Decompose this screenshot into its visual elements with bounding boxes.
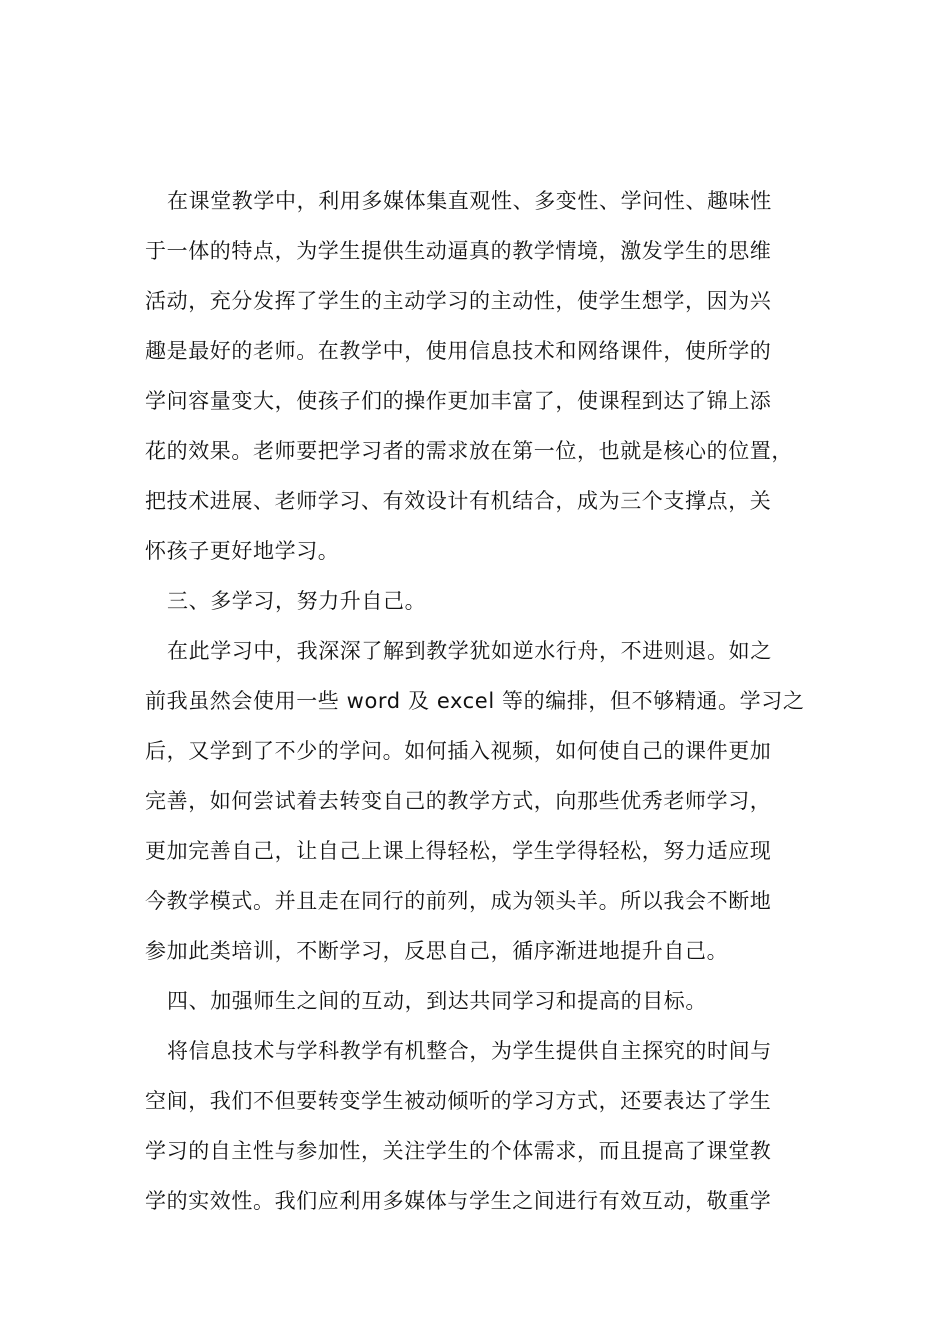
text-line: 在此学习中，我深深了解到教学犹如逆水行舟，不进则退。如之 bbox=[167, 639, 772, 663]
text-line: 花的效果。老师要把学习者的需求放在第一位，也就是核心的位置， bbox=[145, 439, 793, 463]
section-heading: 三、多学习，努力升自己。 bbox=[167, 589, 427, 613]
section-heading: 四、加强师生之间的互动，到达共同学习和提高的目标。 bbox=[167, 989, 707, 1013]
text-line: 在课堂教学中，利用多媒体集直观性、多变性、学问性、趣味性 bbox=[167, 189, 772, 213]
text-line: 怀孩子更好地学习。 bbox=[145, 539, 340, 563]
text-line: 参加此类培训，不断学习，反思自己，循序渐进地提升自己。 bbox=[145, 939, 729, 963]
text-line: 于一体的特点，为学生提供生动逼真的教学情境，激发学生的思维 bbox=[145, 239, 772, 263]
text-line: 将信息技术与学科教学有机整合，为学生提供自主探究的时间与 bbox=[167, 1039, 772, 1063]
text-line: 前我虽然会使用一些 word 及 excel 等的编排，但不够精通。学习之 bbox=[145, 689, 805, 713]
text-line: 趣是最好的老师。在教学中，使用信息技术和网络课件，使所学的 bbox=[145, 339, 772, 363]
text-line: 学的实效性。我们应利用多媒体与学生之间进行有效互动，敬重学 bbox=[145, 1189, 772, 1213]
text-line: 空间，我们不但要转变学生被动倾听的学习方式，还要表达了学生 bbox=[145, 1089, 772, 1113]
text-line: 学问容量变大，使孩子们的操作更加丰富了，使课程到达了锦上添 bbox=[145, 389, 772, 413]
text-line: 完善，如何尝试着去转变自己的教学方式，向那些优秀老师学习， bbox=[145, 789, 772, 813]
document-body bbox=[145, 176, 825, 1226]
text-line: 后，又学到了不少的学问。如何插入视频，如何使自己的课件更加 bbox=[145, 739, 772, 763]
text-line: 学习的自主性与参加性，关注学生的个体需求，而且提高了课堂教 bbox=[145, 1139, 772, 1163]
text-line: 更加完善自己，让自己上课上得轻松，学生学得轻松，努力适应现 bbox=[145, 839, 772, 863]
text-line: 今教学模式。并且走在同行的前列，成为领头羊。所以我会不断地 bbox=[145, 889, 772, 913]
text-line: 活动，充分发挥了学生的主动学习的主动性，使学生想学，因为兴 bbox=[145, 289, 772, 313]
text-line: 把技术进展、老师学习、有效设计有机结合，成为三个支撑点，关 bbox=[145, 489, 772, 513]
